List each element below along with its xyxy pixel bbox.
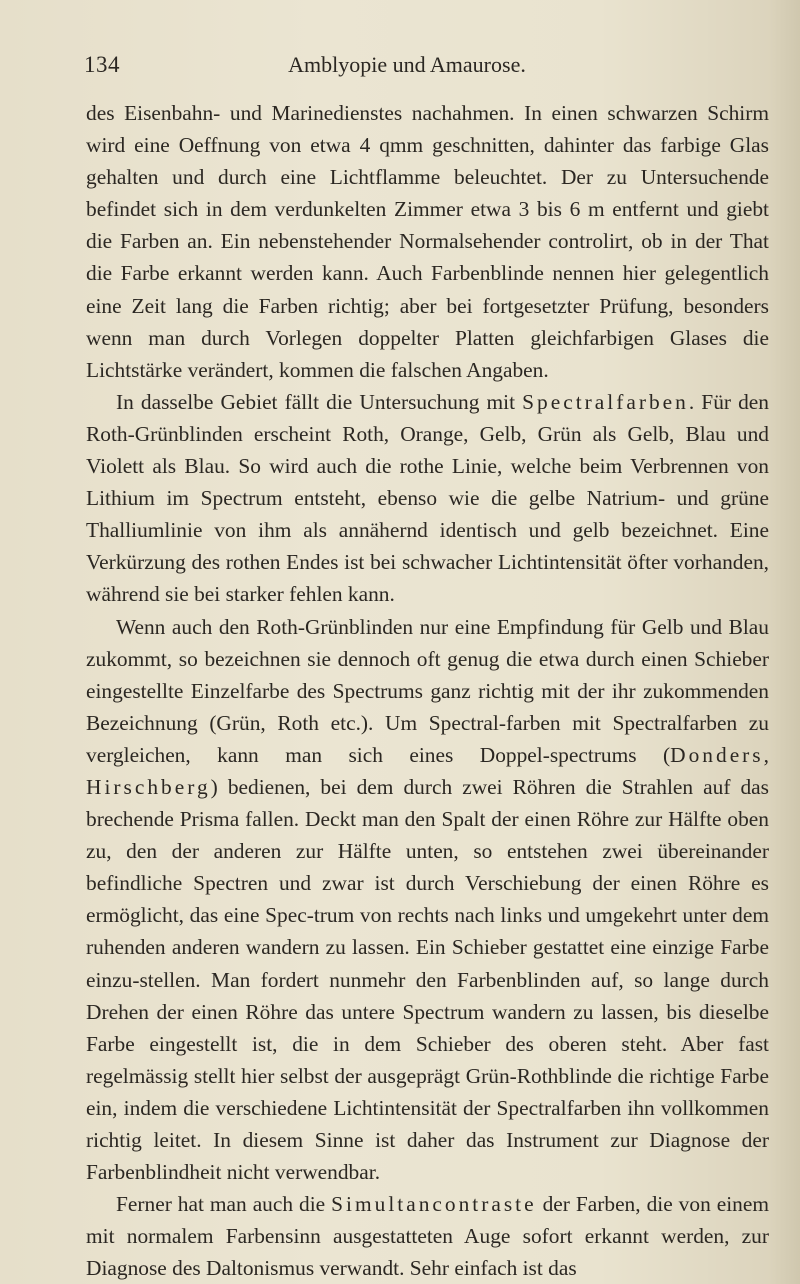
spaced-term-spectralfarben: Spectralfarben (522, 389, 689, 414)
paragraph-3-text-start: Wenn auch den Roth-Grünblinden nur eine Empfindung für Gelb und Blau zukommt, so bezeichnen sie dennoch oft genug die etwa durch einen Schieber eingestellte Einzelfarbe des Spectrums ganz richtig mit der ihr zukommenden Bezeichnung (Grün, Roth etc.). Um Spectral-farben mit Spectralfarben zu vergleichen, kann man sich eines Doppel-spectrums ( (86, 614, 769, 767)
paragraph-3-text-end: ) bedienen, bei dem durch zwei Röhren die Strahlen auf das brechende Prisma fallen. Deckt man den Spalt der einen Röhre zur Hälfte oben zu, den der anderen zur Hälfte unten, so entstehen zwei übereinander befindliche Spectren und zwar ist durch Verschiebung der einen Röhre es ermöglicht, das eine Spec-trum von rechts nach links und umgekehrt unter dem ruhenden anderen wandern zu lassen. Ein Schieber gestattet eine einzige Farbe einzu-stellen. Man fordert nunmehr den Farbenblinden auf, so lange durch Drehen der einen Röhre das untere Spectrum wandern zu lassen, bis dieselbe Farbe eingestellt ist, die in dem Schieber des oberen steht. Aber fast regelmässig stellt hier selbst der ausgeprägt Grün-Rothblinde die richtige Farbe ein, indem die verschiedene Lichtintensität der Spectralfarben ihn vollkommen richtig leitet. In diesem Sinne ist daher das Instrument zur Diagnose der Farbenblindheit nicht verwendbar. (86, 774, 769, 1185)
paragraph-3 (86, 611, 769, 1189)
spaced-term-simultancontraste: Simultancontraste (331, 1192, 537, 1217)
spaced-name-hirschberg: Hirschberg (86, 774, 211, 799)
running-title: Amblyopie und Amaurose. (288, 52, 526, 77)
paragraph-4 (86, 1188, 769, 1284)
paragraph-2 (86, 386, 769, 611)
page-number: 134 (84, 52, 120, 77)
spaced-name-donders: Donders (670, 742, 764, 767)
paragraph-4-text-start: Ferner hat man auch die (116, 1192, 332, 1217)
paragraph-2-text-end: . Für den Roth-Grünblinden erscheint Roth, Orange, Gelb, Grün als Gelb, Blau und Violett als Blau. So wird auch die rothe Linie, welche beim Verbrennen von Lithium im Spectrum entsteht, ebenso wie die gelbe Natrium- und grüne Thalliumlinie von ihm als annähernd identisch und gelb bezeichnet. Eine Verkürzung des rothen Endes ist bei schwacher Lichtintensität öfter vorhanden, während sie bei starker fehlen kann. (86, 389, 769, 607)
paragraph-3-separator: , (763, 742, 769, 767)
paragraph-2-text-start: In dasselbe Gebiet fällt die Untersuchung mit (116, 389, 523, 414)
paragraph-1: des Eisenbahn- und Marinedienstes nachahmen. In einen schwarzen Schirm wird eine Oeffnung von etwa 4 qmm geschnitten, dahinter das farbige Glas gehalten und durch eine Lichtflamme beleuchtet. Der zu Untersuchende befindet sich in dem verdunkelten Zimmer etwa 3 bis 6 m entfernt und giebt die Farben an. Ein nebenstehender Normalsehender controlirt, ob in der That die Farbe erkannt werden kann. Auch Farbenblinde nennen hier gelegentlich eine Zeit lang die Farben richtig; aber bei fortgesetzter Prüfung, besonders wenn man durch Vorlegen doppelter Platten gleichfarbigen Glases die Lichtstärke verändert, kommen die falschen Angaben. (86, 101, 769, 382)
paragraph-4-text-end: der Farben, die von einem mit normalem Farbensinn ausgestatteten Auge sofort erkannt werden, zur Diagnose des Daltonismus verwandt. Sehr einfach ist das (86, 1192, 769, 1281)
body-text (86, 97, 769, 1284)
page-header (84, 52, 770, 82)
